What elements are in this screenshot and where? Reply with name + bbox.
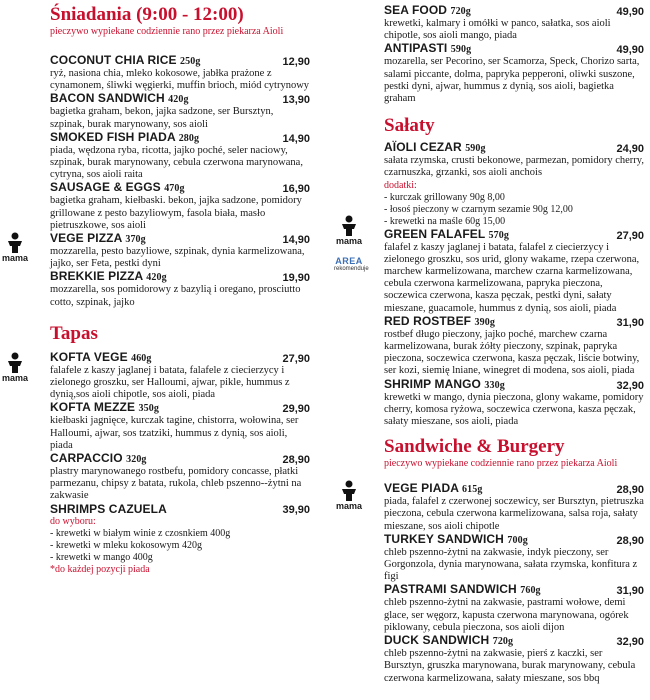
menu-item-price: 28,90 [616, 484, 644, 497]
menu-item-name: DUCK SANDWICH 720g [384, 633, 514, 648]
menu-item-header [50, 270, 310, 284]
menu-item-description: chleb pszenno-żytni na zakwasie, pastrami wołowe, demi glace, ser węgorz, kapusta czerwona marynowana, ogórek piklowany, cebula pieczona, sos aioli dijon [384, 597, 629, 633]
choice-item [50, 552, 310, 564]
menu-item-description: falafel z kaszy jaglanej i batata, falafel z ciecierzycy i zielonego groszku, sos urid, glony wakame, rzepa czerwona, marchew karmelizowana, marchew czarna karmelizowana, cebula czerwona karmelizowana, papryka pieczona, soczewica czerwona, kasza pęczak, pestki dyni, sałaty mieszane, guacamole, hummus z dynią, sos aioli, piada [384, 241, 640, 314]
menu-item-name: COCONUT CHIA RICE 250g [50, 53, 201, 67]
menu-item-header [384, 141, 644, 155]
tapas-title: Tapas [50, 322, 98, 344]
menu-item-description: krewetki, kalmary i omółki w panco, sałatka, sos aioli chipotle, sos aioli mango, piada [384, 18, 611, 42]
menu-item-name: VEGE PIADA 615g [384, 481, 483, 496]
baby-icon [340, 480, 358, 502]
addon-weight: 90g [532, 203, 551, 215]
menu-item-header [50, 452, 310, 466]
menu-item-weight: 420g [146, 272, 167, 284]
menu-item-weight: 720g [492, 636, 514, 648]
menu-item-header [384, 634, 644, 648]
area-logo: AREA [335, 256, 363, 266]
menu-item-description: chleb pszenno-żytni na zakwasie, pierś z kaczki, ser Bursztyn, gruszka marynowana, burak marynowany, cebula czerwona karmelizowana, sałaty mieszane, sos bbq [384, 648, 636, 684]
baby-icon [6, 352, 24, 374]
menu-item-weight: 250g [180, 56, 201, 67]
tapas-note: *do każdej pozycji piada [50, 563, 150, 575]
menu-item-description: bagietka graham, kiełbaski. bekon, jajka sadzone, pomidory grillowane z pesto bazyliowym, fasola biała, masło pietruszkowe, sos aioli [50, 195, 302, 231]
menu-item-price: 28,90 [282, 454, 310, 467]
menu-item-description: mozzarella, pesto bazyliowe, szpinak, dynia karmelizowana, jajko, ser Feta, pestki dyni [50, 246, 305, 270]
menu-item-description: mozzarella, sos pomidorowy z bazylią i oregano, prosciutto cotto, szpinak, jajko [50, 284, 301, 308]
menu-item-description: krewetki w mango, dynia pieczona, glony wakame, pomidory cherry, komosa ryżowa, soczewica czerwona, kasza pęczak, sałaty mieszane, sos aioli, piada [384, 391, 644, 428]
menu-item-weight: 320g [126, 454, 147, 466]
menu-item-name: TURKEY SANDWICH 700g [384, 531, 528, 546]
menu-item-weight: 350g [138, 403, 159, 415]
addon-price: 12,00 [550, 203, 573, 215]
menu-item-price: 24,90 [616, 143, 644, 156]
menu-item [384, 583, 644, 634]
right-column [384, 4, 644, 685]
menu-item-price: 19,90 [282, 272, 310, 285]
menu-item-name: RED ROSTBEF 390g [384, 313, 495, 328]
recommend-label: rekomenduje [334, 266, 369, 272]
menu-item [50, 92, 310, 130]
menu-item-header [384, 228, 644, 242]
menu-item-weight: 330g [484, 379, 505, 391]
addon-weight: 60g [465, 215, 483, 227]
menu-item-description: rostbef długo pieczony, jajko poché, marchew czarna karmelizowana, burak żółty pieczony, szpinak, papryka pieczona, soczewica czerwona, kasza pęczak, liście botwiny, ser kozi, siemię lniane, winegret di modena, sos aioli, piada [384, 328, 640, 377]
mama-badge [0, 352, 30, 383]
menu-item [384, 228, 644, 315]
menu-item-weight: 570g [488, 229, 509, 241]
breakfast-title: Śniadania (9:00 - 12:00) [50, 4, 244, 25]
menu-item-description: falafele z kaszy jaglanej i batata, falafele z ciecierzycy i zielonego groszku, ser Halloumi, ajwar, pikle, hummus z dynią,sos aioli chipotle, sos aioli, piada [50, 364, 290, 401]
menu-item-description: mozarella, ser Pecorino, ser Scamorza, Speck, Chorizo sarta, salami piccante, dolma, papryka pepperoni, oliwki suszone, pestki dyni, ajwar, hummus z dynią, sos aioli, bagietka graham [384, 56, 640, 105]
addon-text: - łosoś pieczony w czarnym sezamie [384, 203, 533, 215]
menu-item-weight: 590g [465, 143, 486, 155]
menu-item [50, 54, 310, 92]
menu-item-name: AÏOLI CEZAR 590g [384, 140, 486, 155]
menu-item-weight: 390g [474, 316, 495, 328]
choice-item [50, 528, 310, 540]
choice-label: do wyboru: [50, 515, 96, 527]
menu-item-price: 32,90 [616, 379, 644, 392]
choice-text: - krewetki w białym winie z czosnkiem [50, 527, 211, 539]
menu-item-header [50, 232, 310, 246]
addon-weight: 90g [469, 191, 488, 203]
menu-item-weight: 280g [178, 132, 200, 144]
addons-list [384, 192, 644, 228]
addon-price: 8,00 [487, 191, 505, 203]
sandwiches-title: Sandwiche & Burgery [384, 436, 565, 458]
salads-list-2 [384, 228, 644, 429]
menu-item-description: piada, falafel z czerwonej soczewicy, ser Bursztyn, pietruszka pieczona, cebula czerwona karmelizowana, salsa roja, sałaty mieszane, sos aioli chipotle [384, 496, 644, 532]
menu-item-name: KOFTA VEGE 460g [50, 349, 152, 364]
addon-item [384, 216, 644, 228]
menu-item-weight: 590g [450, 44, 472, 56]
menu-item [50, 270, 310, 308]
menu-item [384, 141, 644, 179]
menu-item-header [50, 131, 310, 145]
menu-item-description: ryż, nasiona chia, mleko kokosowe, jabłka prażone z cynamonem, śliwki węgierki, muffin brioch, miód cytrynowy [50, 68, 310, 92]
menu-item-header [384, 583, 644, 597]
menu-item-price: 14,90 [282, 234, 310, 247]
menu-item-header [384, 533, 644, 547]
menu-item-price: 39,90 [282, 503, 310, 516]
menu-item [384, 482, 644, 533]
menu-item-price: 27,90 [616, 229, 644, 242]
choice-weight: 400g [132, 551, 153, 563]
menu-item-price: 32,90 [616, 636, 644, 649]
menu-item [50, 452, 310, 503]
addon-text: - kurczak grillowany [384, 191, 470, 203]
breakfast-list [50, 54, 310, 309]
menu-item [384, 315, 644, 378]
menu-item-name: BREKKIE PIZZA 420g [50, 269, 167, 284]
menu-item-header [384, 315, 644, 329]
area-recommends-badge [334, 256, 369, 273]
menu-item-header [50, 54, 310, 68]
menu-item [50, 503, 310, 516]
addon-item [384, 192, 644, 204]
menu-item-name: KOFTA MEZZE 350g [50, 400, 159, 415]
menu-item-price: 31,90 [616, 316, 644, 329]
salads-list [384, 141, 644, 179]
choice-text: - krewetki w mleku kokosowym [50, 539, 182, 551]
menu-item-name: SEA FOOD 720g [384, 3, 471, 17]
menu-item-price: 12,90 [282, 56, 310, 68]
menu-item-name: ANTIPASTI 590g [384, 41, 472, 56]
mama-label: mama [1, 373, 28, 383]
menu-item-price: 13,90 [282, 94, 310, 107]
menu-item-weight: 370g [125, 234, 146, 246]
menu-item-name: BACON SANDWICH 420g [50, 91, 189, 106]
menu-item [50, 401, 310, 452]
menu-item [384, 533, 644, 584]
menu-item-header [50, 181, 310, 195]
salads-title: Sałaty [384, 115, 435, 137]
menu-item [384, 634, 644, 685]
menu-item-header [50, 503, 310, 516]
menu-item-header [384, 482, 644, 496]
menu-item-weight: 760g [520, 585, 541, 597]
menu-item-description: kiełbaski jagnięce, kurczak tagine, chistorra, wołowina, ser Halloumi, ajwar, sos tzatziki, hummus z dynią, sos aioli, piada [50, 415, 299, 451]
mama-label: mama [1, 253, 28, 263]
menu-item-description: chleb pszenno-żytni na zakwasie, indyk pieczony, ser Gorgonzola, dynia marynowana, sałata rzymska, konfitura z figi [384, 546, 638, 583]
menu-item-name: VEGE PIZZA 370g [50, 231, 146, 246]
menu-item-header [384, 4, 644, 18]
menu-item-price: 27,90 [282, 352, 310, 365]
tapas-continued-list [384, 4, 644, 105]
addon-price: 15,00 [482, 215, 506, 227]
menu-item-weight: 460g [131, 352, 152, 364]
menu-item-name: SAUSAGE & EGGS 470g [50, 180, 185, 195]
menu-item-header [384, 378, 644, 392]
choice-weight: 400g [210, 527, 231, 539]
menu-item-weight: 420g [168, 94, 189, 106]
choice-weight: 420g [181, 539, 202, 551]
menu-item-name: SMOKED FISH PIADA 280g [50, 129, 200, 144]
addon-text: - krewetki na maśle [384, 215, 466, 227]
breakfast-subtitle: pieczywo wypiekane codziennie rano przez piekarza Aioli [50, 26, 284, 37]
menu-item-header [50, 92, 310, 106]
menu-item-name: GREEN FALAFEL 570g [384, 226, 509, 241]
menu-item-header [384, 42, 644, 56]
sandwich-list [384, 482, 644, 684]
sandwiches-subtitle: pieczywo wypiekane codziennie rano przez piekarza Aioli [384, 458, 618, 470]
menu-item [384, 42, 644, 105]
baby-icon [6, 232, 24, 254]
menu-item [384, 378, 644, 429]
menu-item-price: 28,90 [616, 534, 644, 547]
menu-item [50, 232, 310, 270]
menu-item-name: PASTRAMI SANDWICH 760g [384, 582, 541, 597]
menu-item [50, 351, 310, 402]
menu-item-header [50, 351, 310, 365]
menu-item [50, 181, 310, 232]
addons-label: dodatki: [384, 179, 417, 191]
choice-item [50, 540, 310, 552]
menu-item [384, 4, 644, 42]
menu-item-description: bagietka graham, bekon, jajka sadzone, ser Bursztyn, szpinak, burak marynowany, sos aioli [50, 106, 274, 130]
menu-item-name: SHRIMPS CAZUELA [50, 501, 167, 516]
choice-text: - krewetki w mango [50, 551, 133, 563]
menu-item-price: 49,90 [616, 44, 644, 57]
menu-item-header [50, 401, 310, 415]
menu-item-description: plastry marynowanego rostbefu, pomidory concasse, płatki parmezanu, chipsy z batata, rukola, chleb pszenno--żytni na zakwasie [50, 466, 302, 502]
menu-item-price: 49,90 [616, 6, 644, 18]
menu-item-weight: 615g [462, 484, 483, 496]
menu-item-price: 14,90 [282, 132, 310, 145]
menu-item-weight: 720g [450, 6, 471, 17]
mama-label: mama [335, 501, 362, 511]
mama-badge [334, 480, 364, 511]
mama-label: mama [335, 236, 362, 246]
menu-item-name: SHRIMP MANGO 330g [384, 376, 505, 391]
menu-item-weight: 700g [507, 534, 528, 546]
menu-item [50, 131, 310, 182]
addon-item [384, 204, 644, 216]
menu-item-price: 16,90 [282, 183, 310, 196]
menu-item-price: 29,90 [282, 403, 310, 416]
menu-item-name: CARPACCIO 320g [50, 451, 147, 466]
mama-badge [0, 232, 30, 263]
menu-item-description: sałata rzymska, crusti bekonowe, parmezan, pomidory cherry, czarnuszka, grzanki, sos aioli anchois [384, 155, 644, 179]
menu-item-price: 31,90 [616, 585, 644, 598]
tapas-list [50, 351, 310, 516]
left-column [50, 4, 310, 576]
baby-icon [340, 215, 358, 237]
mama-badge [334, 215, 364, 246]
choices-list [50, 528, 310, 564]
menu-item-weight: 470g [164, 183, 185, 195]
menu-item-description: piada, wędzona ryba, ricotta, jajko poché, seler naciowy, szpinak, burak marynowany, cebula czerwona marynowana, cytryna, sos aioli raita [50, 144, 303, 181]
